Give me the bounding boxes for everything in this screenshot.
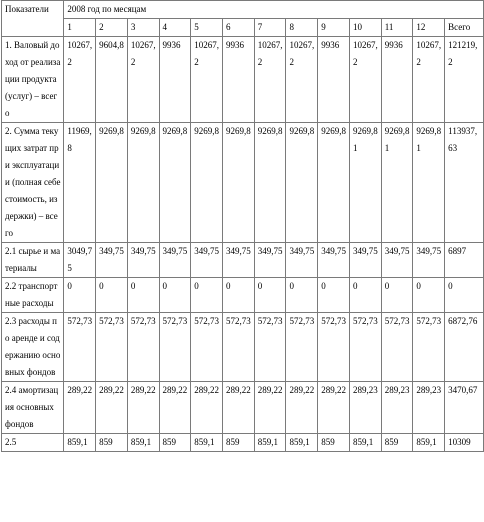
- header-month-6: 6: [223, 19, 255, 37]
- header-month-3: 3: [127, 19, 159, 37]
- value-cell: 572,73: [381, 313, 413, 382]
- value-cell: 289,22: [254, 382, 286, 434]
- row-label: 2.3 расходы по аренде и содержанию основных фондов: [2, 313, 64, 382]
- header-month-5: 5: [191, 19, 223, 37]
- header-month-12: 12: [413, 19, 445, 37]
- value-cell: 859,1: [254, 434, 286, 452]
- value-cell: 9604,8: [96, 37, 128, 123]
- value-cell: 289,23: [349, 382, 381, 434]
- value-cell: 289,22: [159, 382, 191, 434]
- value-cell: 10267,2: [191, 37, 223, 123]
- value-cell: 10267,2: [349, 37, 381, 123]
- value-cell: 0: [191, 278, 223, 313]
- value-cell: 349,75: [318, 243, 350, 278]
- value-cell: 0: [159, 278, 191, 313]
- value-cell: 572,73: [349, 313, 381, 382]
- value-cell: 349,75: [127, 243, 159, 278]
- value-cell: 859,1: [349, 434, 381, 452]
- value-cell: 859: [381, 434, 413, 452]
- value-cell: 572,73: [191, 313, 223, 382]
- value-cell: 349,75: [96, 243, 128, 278]
- value-cell: 0: [96, 278, 128, 313]
- value-cell: 11969,8: [64, 123, 96, 243]
- value-cell: 0: [286, 278, 318, 313]
- value-cell: 349,75: [349, 243, 381, 278]
- value-cell: 572,73: [159, 313, 191, 382]
- header-month-9: 9: [318, 19, 350, 37]
- value-cell: 289,22: [318, 382, 350, 434]
- value-cell: 289,23: [381, 382, 413, 434]
- value-cell: 289,22: [286, 382, 318, 434]
- header-total: Всего: [445, 19, 484, 37]
- row-label: 2.5: [2, 434, 64, 452]
- value-cell: 572,73: [286, 313, 318, 382]
- header-period: 2008 год по месяцам: [64, 1, 484, 19]
- value-cell: 0: [318, 278, 350, 313]
- header-month-2: 2: [96, 19, 128, 37]
- value-cell: 10267,2: [254, 37, 286, 123]
- row-label: 1. Валовый доход от реализации продукта (услуг) – всего: [2, 37, 64, 123]
- header-month-11: 11: [381, 19, 413, 37]
- value-cell: 9936: [159, 37, 191, 123]
- value-cell: 9269,8: [96, 123, 128, 243]
- value-cell: 9269,81: [413, 123, 445, 243]
- value-cell: 859,1: [413, 434, 445, 452]
- value-cell: 9269,8: [223, 123, 255, 243]
- row-label: 2.2 транспортные расходы: [2, 278, 64, 313]
- value-cell: 9936: [223, 37, 255, 123]
- value-cell: 0: [223, 278, 255, 313]
- value-cell: 9269,8: [254, 123, 286, 243]
- table-body: [2, 1, 484, 452]
- total-cell: 6872,76: [445, 313, 484, 382]
- value-cell: 859,1: [286, 434, 318, 452]
- value-cell: 0: [413, 278, 445, 313]
- value-cell: 9269,8: [191, 123, 223, 243]
- value-cell: 10267,2: [127, 37, 159, 123]
- header-month-10: 10: [349, 19, 381, 37]
- row-label: 2. Сумма текущих затрат при эксплуатации (полная себестоимость, издержки) – всего: [2, 123, 64, 243]
- value-cell: 572,73: [127, 313, 159, 382]
- total-cell: 0: [445, 278, 484, 313]
- header-row-period: [2, 1, 484, 19]
- value-cell: 289,22: [96, 382, 128, 434]
- value-cell: 0: [64, 278, 96, 313]
- value-cell: 349,75: [381, 243, 413, 278]
- value-cell: 859: [159, 434, 191, 452]
- value-cell: 10267,2: [64, 37, 96, 123]
- value-cell: 572,73: [318, 313, 350, 382]
- total-cell: 3470,67: [445, 382, 484, 434]
- value-cell: 0: [254, 278, 286, 313]
- header-month-4: 4: [159, 19, 191, 37]
- value-cell: 572,73: [254, 313, 286, 382]
- value-cell: 9269,8: [127, 123, 159, 243]
- table-row: [2, 434, 484, 452]
- value-cell: 859: [318, 434, 350, 452]
- value-cell: 0: [381, 278, 413, 313]
- table-row: [2, 313, 484, 382]
- total-cell: 6897: [445, 243, 484, 278]
- table-row: [2, 278, 484, 313]
- value-cell: 349,75: [191, 243, 223, 278]
- value-cell: 9269,81: [381, 123, 413, 243]
- value-cell: 9269,8: [286, 123, 318, 243]
- value-cell: 9936: [318, 37, 350, 123]
- header-indicator: Показатели: [2, 1, 64, 37]
- value-cell: 10267,2: [286, 37, 318, 123]
- value-cell: 572,73: [96, 313, 128, 382]
- table-row: [2, 243, 484, 278]
- total-cell: 121219,2: [445, 37, 484, 123]
- value-cell: 9269,8: [318, 123, 350, 243]
- table-row: [2, 123, 484, 243]
- value-cell: 859,1: [64, 434, 96, 452]
- value-cell: 859,1: [191, 434, 223, 452]
- row-label: 2.1 сырье и материалы: [2, 243, 64, 278]
- value-cell: 859: [223, 434, 255, 452]
- value-cell: 572,73: [223, 313, 255, 382]
- value-cell: 10267,2: [413, 37, 445, 123]
- value-cell: 859,1: [127, 434, 159, 452]
- table-row: [2, 37, 484, 123]
- document-page: [1, 0, 484, 452]
- value-cell: 349,75: [159, 243, 191, 278]
- header-month-8: 8: [286, 19, 318, 37]
- value-cell: 289,22: [191, 382, 223, 434]
- header-month-1: 1: [64, 19, 96, 37]
- value-cell: 289,22: [64, 382, 96, 434]
- total-cell: 113937,63: [445, 123, 484, 243]
- value-cell: 289,23: [413, 382, 445, 434]
- table-row: [2, 382, 484, 434]
- header-row-months: [2, 19, 484, 37]
- value-cell: 0: [127, 278, 159, 313]
- value-cell: 9269,81: [349, 123, 381, 243]
- value-cell: 9936: [381, 37, 413, 123]
- value-cell: 572,73: [413, 313, 445, 382]
- value-cell: 349,75: [254, 243, 286, 278]
- value-cell: 9269,8: [159, 123, 191, 243]
- header-month-7: 7: [254, 19, 286, 37]
- monthly-indicators-table: [1, 0, 484, 452]
- row-label: 2.4 амортизация основных фондов: [2, 382, 64, 434]
- value-cell: 349,75: [286, 243, 318, 278]
- value-cell: 289,22: [127, 382, 159, 434]
- value-cell: 572,73: [64, 313, 96, 382]
- value-cell: 0: [349, 278, 381, 313]
- value-cell: 349,75: [413, 243, 445, 278]
- value-cell: 289,22: [223, 382, 255, 434]
- value-cell: 349,75: [223, 243, 255, 278]
- value-cell: 3049,75: [64, 243, 96, 278]
- value-cell: 859: [96, 434, 128, 452]
- total-cell: 10309: [445, 434, 484, 452]
